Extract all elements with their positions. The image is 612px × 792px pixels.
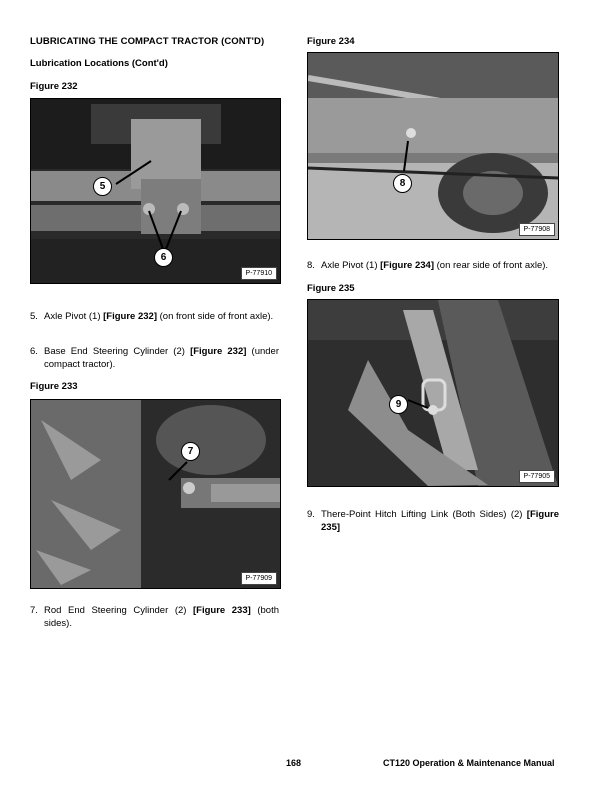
- hitch-link-photo: [308, 300, 558, 486]
- steering-cylinder-photo: [31, 400, 280, 588]
- item-number: 5.: [30, 311, 38, 322]
- callout-5: 5: [93, 177, 112, 196]
- item-text: Axle Pivot (1): [321, 260, 381, 271]
- figure-233-label: Figure 233: [30, 381, 78, 392]
- item-text: Rod End Steering Cylinder (2): [44, 605, 193, 616]
- figure-232-photo: [30, 98, 281, 284]
- section-subtitle: Lubrication Locations (Cont'd): [30, 58, 168, 69]
- figure-234-photo: [307, 52, 559, 240]
- figure-235-photo: [307, 299, 559, 487]
- item-text-post: (on rear side of front axle).: [434, 260, 549, 271]
- item-text-post: (under compact tractor).: [44, 346, 279, 370]
- figure-ref: [Figure 233]: [193, 605, 251, 616]
- list-item-5: [30, 310, 279, 336]
- item-number: 9.: [307, 509, 315, 520]
- item-text-post: (on front side of front axle).: [157, 311, 274, 322]
- callout-8: 8: [393, 174, 412, 193]
- item-number: 6.: [30, 346, 38, 357]
- list-item-9: [307, 508, 559, 534]
- figure-ref: [Figure 234]: [380, 260, 434, 271]
- figure-ref: [Figure 232]: [103, 311, 157, 322]
- item-text-post: (both sides).: [44, 605, 279, 629]
- item-text: Axle Pivot (1): [44, 311, 104, 322]
- figure-232-label: Figure 232: [30, 81, 78, 92]
- list-item-7: [30, 604, 279, 630]
- page-number: 168: [286, 758, 302, 768]
- figure-235-label: Figure 235: [307, 283, 355, 294]
- item-text: Base End Steering Cylinder (2): [44, 346, 191, 357]
- list-item-6: [30, 345, 279, 371]
- part-number: P-77908: [519, 223, 555, 236]
- part-number: P-77910: [241, 267, 277, 280]
- figure-ref: [Figure 235]: [321, 509, 559, 533]
- callout-7: 7: [181, 442, 200, 461]
- page-title: LUBRICATING THE COMPACT TRACTOR (CONT'D): [30, 36, 265, 47]
- item-text: There-Point Hitch Lifting Link (Both Sides) (2): [321, 509, 527, 520]
- figure-234-label: Figure 234: [307, 36, 355, 47]
- figure-233-photo: [30, 399, 281, 589]
- rear-axle-photo: [308, 53, 558, 239]
- callout-9: 9: [389, 395, 408, 414]
- part-number: P-77905: [519, 470, 555, 483]
- item-number: 7.: [30, 605, 38, 616]
- item-number: 8.: [307, 260, 315, 271]
- part-number: P-77909: [241, 572, 277, 585]
- figure-ref: [Figure 232]: [190, 346, 247, 357]
- callout-6: 6: [154, 248, 173, 267]
- list-item-8: [307, 259, 559, 272]
- manual-title: CT120 Operation & Maintenance Manual: [383, 758, 555, 768]
